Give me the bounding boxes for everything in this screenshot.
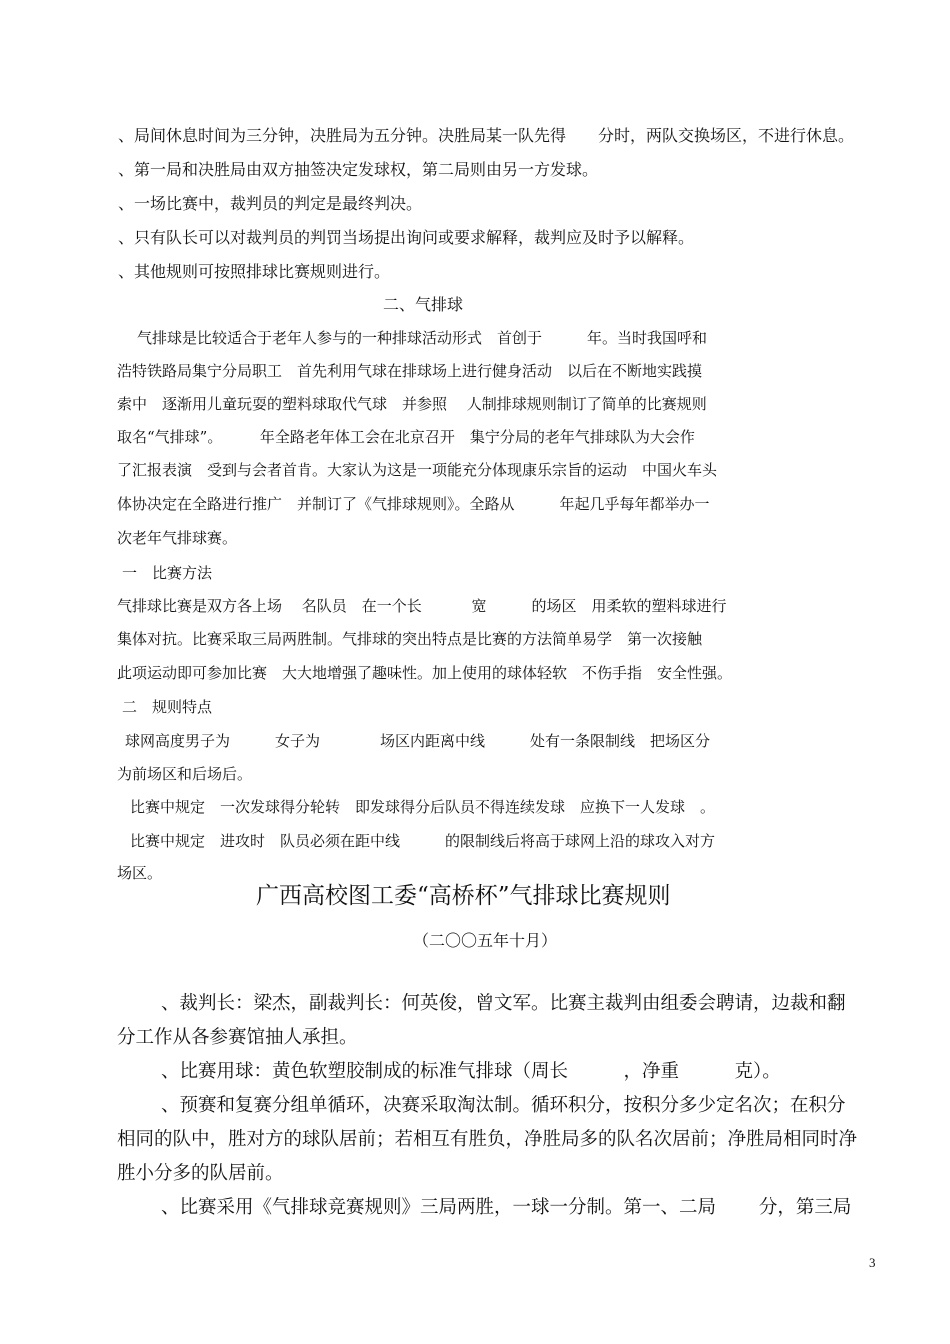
paragraph-line: 比赛中规定 一次发球得分轮转 即发球得分后队员不得连续发球 应换下一人发球 。 (130, 798, 716, 816)
paragraph-line: 此项运动即可参加比赛 大大地增强了趣味性。加上使用的球体轻软 不伤手指 安全性强。 (117, 664, 733, 682)
paragraph-line: 、预赛和复赛分组单循环，决赛采取淘汰制。循环积分，按积分多少定名次；在积分 (161, 1095, 846, 1116)
paragraph-line: 球网高度男子为 女子为 场区内距离中线 处有一条限制线 把场区分 (125, 732, 711, 750)
document-date: （二〇〇五年十月） (413, 931, 558, 950)
paragraph-line: 胜小分多的队居前。 (117, 1163, 284, 1184)
paragraph-line: 取名“气排球”。 年全路老年体工会在北京召开 集宁分局的老年气排球队为大会作 (117, 428, 695, 446)
rule-item: 、只有队长可以对裁判员的判罚当场提出询问或要求解释，裁判应及时予以解释。 (118, 228, 695, 247)
page-number: 3 (869, 1255, 876, 1270)
document-title: 广西高校图工委“高桥杯”气排球比赛规则 (256, 883, 671, 909)
paragraph-line: 、比赛采用《气排球竞赛规则》三局两胜，一球一分制。第一、二局 分，第三局 (161, 1197, 852, 1218)
paragraph-line: 气排球是比较适合于老年人参与的一种排球活动形式 首创于 年。当时我国呼和 (137, 329, 708, 347)
subsection-heading: 一 比赛方法 (122, 564, 213, 582)
paragraph-line: 场区。 (117, 864, 163, 882)
paragraph-line: 浩特铁路局集宁分局职工 首先利用气球在排球场上进行健身活动 以后在不断地实践摸 (117, 362, 703, 380)
rule-item: 、其他规则可按照排球比赛规则进行。 (118, 262, 391, 281)
rule-item: 、一场比赛中，裁判员的判定是最终判决。 (118, 194, 423, 213)
paragraph-line: 气排球比赛是双方各上场 名队员 在一个长 宽 的场区 用柔软的塑料球进行 (117, 597, 727, 615)
paragraph-line: 比赛中规定 进攻时 队员必须在距中线 的限制线后将高于球网上沿的球攻入对方 (130, 832, 716, 850)
paragraph-line: 相同的队中，胜对方的球队居前；若相互有胜负，净胜局多的队名次居前；净胜局相同时净 (117, 1129, 858, 1150)
rule-item: 、第一局和决胜局由双方抽签决定发球权，第二局则由另一方发球。 (118, 160, 599, 179)
rule-item: 、局间休息时间为三分钟，决胜局为五分钟。决胜局某一队先得 分时，两队交换场区，不进行休息。 (118, 126, 855, 145)
paragraph-line: 体协决定在全路进行推广 并制订了《气排球规则》。全路从 年起几乎每年都举办一 (117, 495, 710, 513)
paragraph-line: 分工作从各参赛馆抽人承担。 (117, 1027, 358, 1048)
section-heading: 二、气排球 (383, 295, 464, 314)
paragraph-line: 了汇报表演 受到与会者首肯。大家认为这是一项能充分体现康乐宗旨的运动 中国火车头 (117, 461, 718, 479)
paragraph-line: 次老年气排球赛。 (117, 529, 238, 547)
subsection-heading: 二 规则特点 (122, 698, 213, 716)
paragraph-line: 、裁判长：梁杰，副裁判长：何英俊，曾文军。比赛主裁判由组委会聘请，边裁和翻 (161, 993, 846, 1014)
paragraph-line: 为前场区和后场后。 (117, 765, 253, 783)
paragraph-line: 索中 逐渐用儿童玩耍的塑料球取代气球 并参照 人制排球规则制订了简单的比赛规则 (117, 395, 707, 413)
paragraph-line: 、比赛用球：黄色软塑胶制成的标准气排球（周长 ，净重 克）。 (161, 1061, 781, 1082)
paragraph-line: 集体对抗。比赛采取三局两胜制。气排球的突出特点是比赛的方法简单易学 第一次接触 (117, 630, 703, 648)
